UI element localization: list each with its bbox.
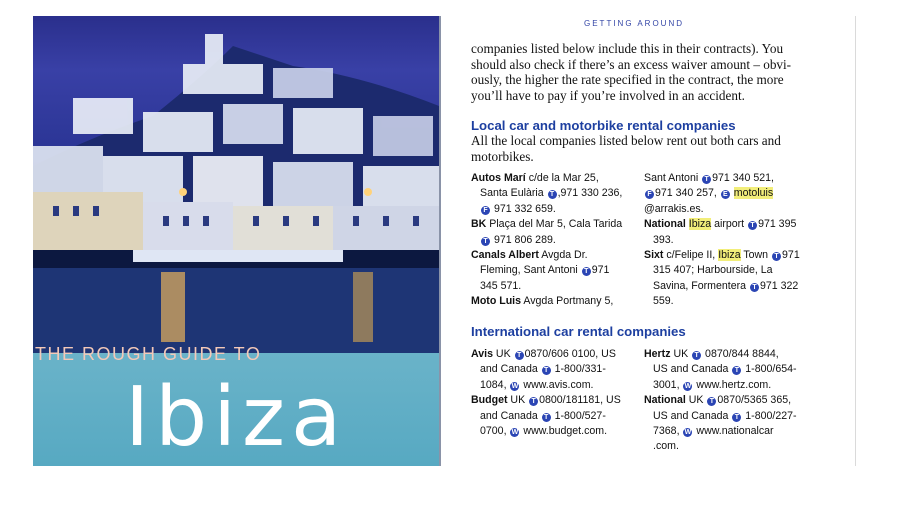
website-icon: W (684, 382, 692, 390)
listing-text: US and Canada (653, 363, 732, 376)
telephone-icon: T (750, 283, 759, 292)
international-rentals-right-column (644, 347, 804, 455)
listing-continuation-line (471, 263, 631, 278)
intro-paragraph (471, 41, 801, 103)
listing-text: 393. (653, 233, 674, 246)
email-icon: E (721, 190, 730, 199)
listing-text: 971 340 257, (655, 187, 720, 200)
listing-text: www.hertz.com. (693, 378, 772, 391)
listing-text: 971 806 289. (491, 233, 556, 246)
listing-continuation-line (644, 439, 804, 454)
highlighted-text: motoluis (733, 187, 774, 200)
intro-paragraph-line: ously, the higher the rate specified in the contract, the more (471, 72, 784, 88)
listing-continuation-line (471, 202, 631, 217)
listing-first-line (471, 294, 631, 309)
listing-text: 3001, (653, 378, 683, 391)
company-name: Budget (471, 394, 508, 407)
company-name: National (644, 394, 686, 407)
listing-continuation-line (471, 378, 631, 393)
listing-text: 0870/844 8844, (702, 348, 779, 360)
international-rentals-left-column (471, 347, 631, 439)
listing-text: 971 395 (758, 218, 797, 231)
intro-paragraph-line: should also check if there’s an excess waiver amount – obvi- (471, 56, 792, 72)
telephone-icon: T (481, 237, 490, 246)
listing-continuation-line (644, 171, 804, 186)
company-name: Canals Albert (471, 249, 539, 262)
listing-text: 0870/5365 365, (717, 394, 792, 407)
highlighted-text: Ibiza (688, 218, 712, 231)
listing-first-line (471, 347, 631, 362)
listing-text: UK (507, 394, 529, 407)
listing-text: Avgda Dr. (538, 249, 588, 262)
book-cover (33, 16, 439, 466)
company-name: Moto Luis (471, 295, 522, 308)
website-icon: W (511, 429, 519, 437)
listing-first-line (471, 217, 631, 232)
listing-text: and Canada (480, 409, 541, 422)
listing-text: airport (711, 218, 748, 231)
company-name: Avis (471, 348, 493, 360)
listing-text: www.avis.com. (520, 378, 594, 391)
listing-first-line (644, 217, 804, 232)
local-intro-line: All the local companies listed below rent out both cars and (471, 133, 781, 148)
listing-entry (471, 294, 631, 309)
local-rentals-right-column (644, 171, 804, 310)
highlighted-text: Ibiza (718, 249, 741, 262)
listing-text: 7368, (653, 425, 683, 438)
listing-entry (644, 217, 804, 248)
listing-text: 0800/181181, US (539, 394, 621, 407)
listing-text: Fleming, Sant Antoni (480, 264, 581, 277)
listing-text: 0700, (480, 425, 510, 438)
telephone-icon: T (707, 397, 716, 406)
intro-paragraph-line: you’ll have to pay if you’re involved in an accident. (471, 87, 745, 103)
listing-text: and Canada (480, 363, 541, 376)
ibiza-town-illustration (33, 16, 439, 356)
listing-text: 1-800/654- (742, 363, 797, 376)
cover-divider (439, 16, 441, 466)
telephone-icon: T (732, 413, 741, 422)
listing-entry (471, 171, 631, 217)
listing-continuation-line (644, 294, 804, 309)
cover-series-title: THE ROUGH GUIDE TO (35, 344, 262, 364)
company-name: BK (471, 218, 487, 231)
listing-text: 0870/606 0100, US (524, 348, 616, 360)
local-rentals-left-column (471, 171, 631, 310)
listing-first-line (644, 248, 804, 263)
listing-text: 971 340 521, (712, 172, 774, 184)
listing-text: Town (740, 249, 772, 262)
listing-entry (644, 347, 804, 393)
listing-text: 315 407; Harbourside, La (653, 264, 773, 277)
listing-continuation-line (644, 362, 804, 377)
website-icon: W (511, 382, 519, 390)
listing-entry (644, 171, 804, 217)
listing-text: 1-800/527- (551, 409, 606, 422)
telephone-icon: T (582, 267, 591, 276)
local-rentals-heading: Local car and motorbike rental companies (471, 118, 736, 133)
telephone-icon: T (772, 252, 781, 261)
listing-continuation-line (644, 378, 804, 393)
listing-text: .com. (653, 440, 679, 453)
listing-continuation-line (471, 186, 631, 201)
company-name: National (644, 218, 686, 231)
telephone-icon: T (748, 221, 757, 230)
listing-text: 345 571. (480, 279, 522, 292)
telephone-icon: T (515, 351, 524, 360)
company-name: Hertz (644, 348, 671, 360)
listing-text: c/de la Mar 25, (525, 172, 599, 184)
listing-text: 559. (653, 295, 674, 308)
listing-text: UK (685, 394, 707, 407)
listing-text: 1-800/227- (742, 409, 797, 422)
telephone-icon: T (692, 351, 701, 360)
telephone-icon: T (542, 366, 551, 375)
listing-continuation-line (471, 233, 631, 248)
listing-continuation-line (644, 202, 804, 217)
fax-icon: F (481, 206, 490, 215)
listing-text: 971 (782, 249, 800, 262)
listing-continuation-line (644, 279, 804, 294)
intro-paragraph-line: companies listed below include this in their contracts). You (471, 41, 784, 56)
listing-entry (471, 248, 631, 294)
listing-text: 971 (591, 264, 610, 277)
listing-first-line (644, 393, 804, 408)
website-icon: W (684, 429, 692, 437)
listing-text: UK (492, 348, 514, 360)
cover-title: Ibiza (125, 370, 348, 465)
listing-entry (644, 393, 804, 455)
listing-continuation-line (644, 424, 804, 439)
listing-continuation-line (644, 409, 804, 424)
listing-text: 1084, (480, 378, 510, 391)
listing-entry (644, 248, 804, 310)
running-head: GETTING AROUND (584, 19, 685, 28)
page-edge (855, 16, 856, 466)
listing-first-line (471, 171, 631, 186)
telephone-icon: T (732, 366, 741, 375)
international-rentals-heading: International car rental companies (471, 324, 686, 339)
listing-text: UK (670, 348, 692, 360)
telephone-icon: T (702, 175, 711, 184)
listing-continuation-line (644, 263, 804, 278)
listing-entry (471, 217, 631, 248)
listing-text: Santa Eulària (480, 187, 547, 200)
telephone-icon: T (542, 413, 551, 422)
listing-first-line (644, 347, 804, 362)
listing-continuation-line (644, 186, 804, 201)
fax-icon: F (645, 190, 654, 199)
listing-first-line (471, 393, 631, 408)
telephone-icon: T (529, 397, 538, 406)
listing-text: US and Canada (653, 409, 732, 422)
company-name: Sixt (644, 249, 664, 262)
listing-text: c/Felipe II, (663, 249, 719, 262)
local-intro-line: motorbikes. (471, 148, 534, 164)
listing-text: www.nationalcar (693, 425, 774, 438)
listing-continuation-line (471, 424, 631, 439)
listing-text: 971 332 659. (491, 202, 556, 215)
listing-continuation-line (471, 279, 631, 294)
listing-text: Avgda Portmany 5, (521, 295, 614, 308)
listing-continuation-line (471, 362, 631, 377)
listing-entry (471, 393, 631, 439)
listing-entry (471, 347, 631, 393)
telephone-icon: T (548, 190, 557, 199)
listing-text: Savina, Formentera (653, 279, 749, 292)
listing-first-line (471, 248, 631, 263)
listing-text: 1-800/331- (551, 363, 606, 376)
listing-text: Sant Antoni (644, 172, 702, 184)
listing-text: 971 322 (759, 279, 799, 292)
listing-text: www.budget.com. (520, 425, 608, 438)
listing-continuation-line (644, 233, 804, 248)
local-rentals-intro (471, 133, 801, 164)
company-name: Autos Marí (471, 172, 526, 184)
listing-text: ,971 330 236, (557, 187, 623, 200)
listing-text: Plaça del Mar 5, Cala Tarida (486, 218, 623, 231)
listing-text: @arrakis.es. (644, 202, 704, 215)
listing-continuation-line (471, 409, 631, 424)
